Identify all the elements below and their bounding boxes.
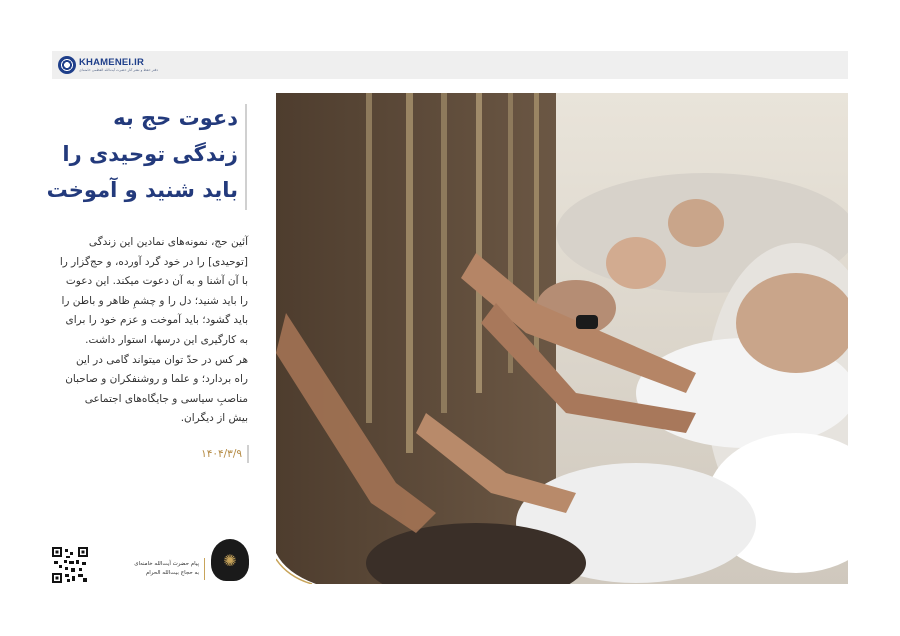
top-bar <box>52 51 848 79</box>
headline-divider <box>245 104 247 210</box>
headline-line: باید شنید و آموخت <box>46 178 238 202</box>
headline <box>38 100 238 208</box>
quote-line: بیش از دیگران. <box>180 412 248 425</box>
calligraphy-emblem-icon: ✺ <box>211 539 249 581</box>
quote-line: را باید شنید؛ دل را و چشمِ ظاهر و باطن را <box>61 294 248 307</box>
quote-line: آئین حج، نمونه‌های نمادین این زندگی <box>88 236 248 248</box>
qr-code-icon[interactable] <box>52 547 88 583</box>
headline-line: دعوت حج به <box>113 106 238 130</box>
logo-title: KHAMENEI.IR <box>79 57 145 68</box>
signature-line: به حجاج بیت‌الله الحرام <box>145 570 199 576</box>
signature-divider <box>204 558 205 580</box>
logo-subtitle: دفتر حفظ و نشر آثار حضرت آیت‌الله العظمی خامنه‌ای <box>79 67 158 72</box>
publish-date: ۱۴۰۴/۳/۹ <box>201 448 242 460</box>
headline-line: زندگی توحیدی را <box>62 142 238 166</box>
quote-line: به کارگیری این درسها، استوار داشت. <box>85 333 248 346</box>
logo-emblem-icon <box>58 56 76 74</box>
site-logo[interactable] <box>58 55 158 75</box>
quote-line: [توحیدی] را در خود گرد آورده، و حج‌گزار را <box>59 255 248 268</box>
photo-corner-frame <box>276 93 848 584</box>
signature-line: پیام حضرت آیت‌الله خامنه‌ای <box>134 561 199 567</box>
quote-line: راه بردارد؛ و علما و روشنفکران و صاحبان <box>65 373 248 386</box>
quote-line: با آن آشنا و به آن دعوت میکند. این دعوت <box>65 275 248 288</box>
signature <box>119 560 199 578</box>
quote-line: باید گشود؛ باید آموخت و عزم خود را برای <box>65 314 248 327</box>
quote-line: مناصبِ سیاسی و جایگاه‌های اجتماعی <box>84 392 248 405</box>
date-divider <box>247 445 249 463</box>
quote-line: هر کس در حدّ توان میتواند گامی در این <box>75 353 248 366</box>
quote-body <box>48 233 248 429</box>
hajj-photo <box>276 93 848 584</box>
